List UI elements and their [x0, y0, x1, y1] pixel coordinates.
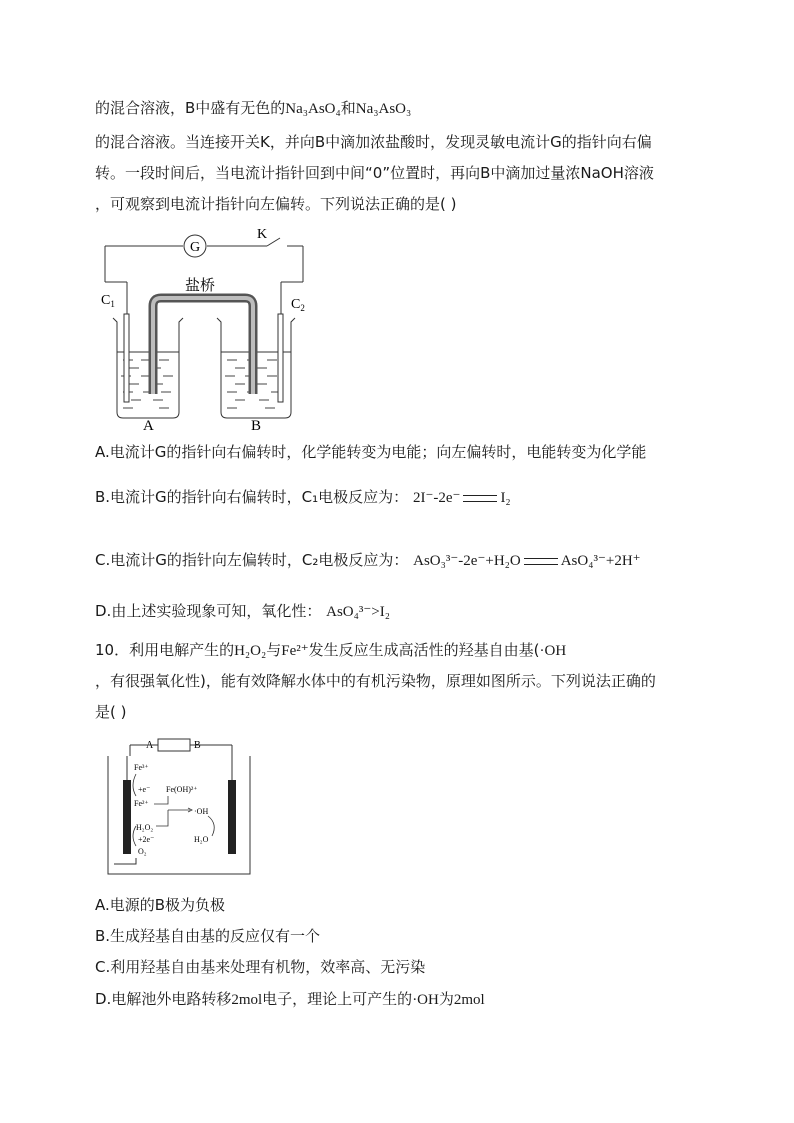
- q9-option-d-text: D.由上述实验现象可知，氧化性：: [95, 602, 322, 620]
- equals-sign-icon: [524, 558, 558, 565]
- q9-line-3: 转。一段时间后，当电流计指针回到中间“0”位置时，再向B中滴加过量浓NaOH溶液: [95, 164, 654, 182]
- galvanometer-label: G: [189, 240, 201, 255]
- electrolysis-cell-figure: [100, 734, 260, 880]
- q10-line-2: ，有很强氧化性)，能有效降解水体中的有机污染物，原理如图所示。下列说法正确的: [95, 672, 656, 690]
- q10-line1-and: 与: [266, 641, 282, 659]
- right-electrode: [228, 780, 236, 854]
- electrode-c1: [124, 314, 129, 402]
- q9-option-c: [95, 550, 641, 571]
- q9-option-b: [95, 487, 511, 508]
- formula-fe2: Fe²⁺: [281, 643, 309, 659]
- formula-na3aso4: Na₃AsO₄: [285, 101, 341, 117]
- q9-option-d: [95, 601, 390, 622]
- q9-line1-and: 和: [340, 99, 356, 117]
- q9-line-1: [95, 98, 411, 119]
- amount-2mol: 2mol: [231, 992, 263, 1008]
- beaker-a-label: A: [143, 418, 154, 434]
- q10-line-1: [95, 640, 566, 661]
- fe3-label: Fe³⁺: [134, 763, 149, 772]
- power-a-label: A: [146, 740, 154, 751]
- formula-oh: ·OH: [539, 643, 567, 659]
- q9-option-c-text: C.电流计G的指针向左偏转时，C₂电极反应为：: [95, 551, 409, 569]
- plus-e-label: +e⁻: [138, 785, 151, 794]
- arrow-up-icon: [114, 858, 136, 864]
- q9-line-2: 的混合溶液。当连接开关K，并向B中滴加浓盐酸时，发现灵敏电流计G的指针向右偏: [95, 133, 652, 151]
- salt-bridge-tube: [153, 298, 253, 394]
- q9-option-d-equation: AsO₄³⁻>I₂: [326, 604, 390, 620]
- amount-2mol-b: 2mol: [453, 992, 485, 1008]
- salt-bridge-cell-figure: [95, 222, 325, 434]
- q9-line1-text: 的混合溶液，B中盛有无色的: [95, 99, 286, 117]
- equals-sign-icon: [463, 495, 497, 502]
- oh-label: ·OH: [194, 807, 209, 816]
- q9-option-b-text: B.电流计G的指针向右偏转时，C₁电极反应为：: [95, 488, 409, 506]
- q9-line-4: ，可观察到电流计指针向左偏转。下列说法正确的是( ): [95, 195, 457, 213]
- q9-option-c-equation: AsO₃³⁻-2e⁻+H₂O AsO₄³⁻+2H⁺: [413, 553, 641, 569]
- salt-bridge-label: 盐桥: [185, 276, 216, 294]
- electrode-c2: [278, 314, 283, 402]
- q10-option-d-text-c: 为: [438, 990, 454, 1008]
- q10-option-c: C.利用羟基自由基来处理有机物，效率高、无污染: [95, 958, 426, 976]
- feoh-label: Fe(OH)²⁺: [166, 785, 198, 794]
- h2o-label: H₂O: [194, 835, 209, 844]
- q10-line1-text-b: 发生反应生成高活性的羟基自由基(: [308, 641, 540, 659]
- q9-option-b-equation: 2I⁻-2e⁻ I₂: [412, 490, 511, 506]
- power-source-icon: [158, 739, 190, 751]
- q10-option-d-text-a: D.电解池外电路转移: [95, 990, 232, 1008]
- h2o2-label: H₂O₂: [136, 823, 154, 832]
- q10-option-d-text-b: 电子，理论上可产生的: [262, 990, 413, 1008]
- formula-h2o2: H₂O₂: [234, 643, 267, 659]
- q10-option-b: B.生成羟基自由基的反应仅有一个: [95, 927, 321, 945]
- q10-option-a: A.电源的B极为负极: [95, 896, 226, 914]
- galvanometer-icon: [184, 235, 206, 257]
- switch-label: K: [257, 227, 268, 242]
- q10-line-3: 是( ): [95, 703, 127, 721]
- electrode-c1-label: $C_1$: [101, 293, 115, 309]
- q10-line1-text: 10．利用电解产生的: [95, 641, 235, 659]
- formula-oh-d: ·OH: [412, 992, 439, 1008]
- q10-option-d: [95, 989, 485, 1010]
- fe2-label: Fe²⁺: [134, 799, 149, 808]
- beaker-b-label: B: [251, 418, 262, 434]
- power-b-label: B: [194, 740, 201, 751]
- plus2e-label: +2e⁻: [138, 835, 155, 844]
- q9-option-a: A.电流计G的指针向右偏转时，化学能转变为电能；向左偏转时，电能转变为化学能: [95, 443, 647, 461]
- electrode-c2-label: $C_2$: [291, 297, 305, 313]
- formula-na3aso3: Na₃AsO₃: [355, 101, 412, 117]
- o2-label: O₂: [138, 847, 147, 856]
- left-electrode: [123, 780, 131, 854]
